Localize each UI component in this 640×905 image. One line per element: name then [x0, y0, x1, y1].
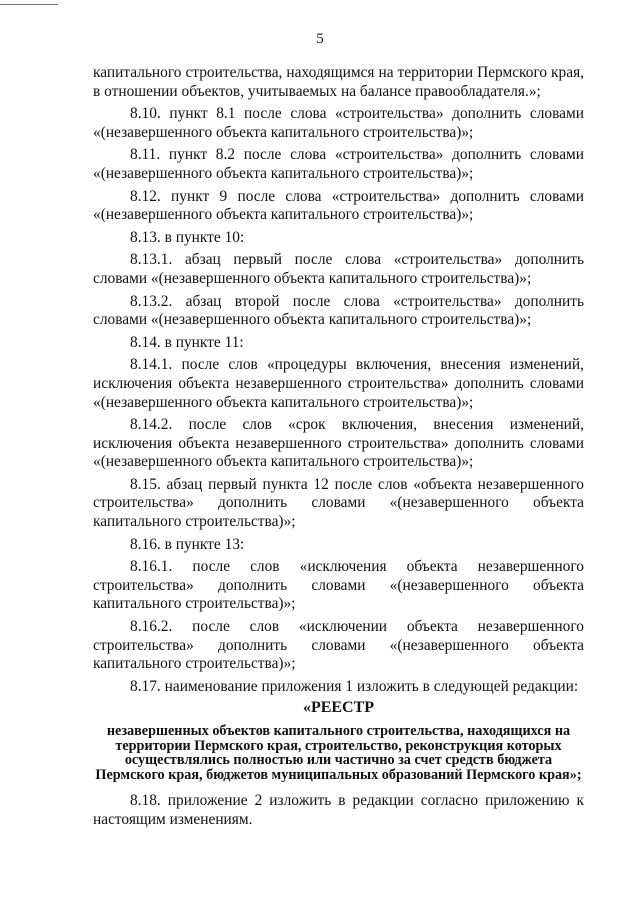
paragraph-8-13: 8.13. в пункте 10: [130, 228, 245, 246]
paragraph-8-13-1: 8.13.1. абзац первый после слова «строительства» дополнить словами «(незавершенного объекта капитального строительства)»; [93, 251, 584, 287]
document-body [93, 64, 584, 829]
paragraph-8-14: 8.14. в пункте 11: [130, 333, 244, 351]
register-title: «РЕЕСТР [302, 699, 375, 717]
paragraph-8-18: 8.18. приложение 2 изложить в редакции согласно приложению к настоящим изменениям. [93, 792, 584, 828]
scan-corner-line [0, 4, 58, 5]
register-subtitle: незавершенных объектов капитального строительства, находящихся на территории Пермского края, строительство, реконструкция которых осуществлялись полностью или частично за счет средств бюджета Пермского края, бюджетов муниципальных образований Пермского края»; [95, 723, 582, 783]
paragraph-8-13-2: 8.13.2. абзац второй после слова «строительства» дополнить словами «(незавершенного объекта капитального строительства)»; [93, 292, 584, 329]
paragraph-8-11: 8.11. пункт 8.2 после слова «строительства» дополнить словами «(незавершенного объекта капитального строительства)»; [93, 146, 584, 182]
paragraph-8-17: 8.17. наименование приложения 1 изложить в следующей редакции: [130, 677, 579, 695]
paragraph-8-10: 8.10. пункт 8.1 после слова «строительства» дополнить словами «(незавершенного объекта капитального строительства)»; [93, 105, 584, 141]
paragraph-8-15: 8.15. абзац первый пункта 12 после слов «объекта незавершенного строительства» дополнить словами «(незавершенного объекта капитального строительства)»; [93, 475, 584, 531]
paragraph-8-16: 8.16. в пункте 13: [130, 535, 245, 553]
paragraph-continuation: капитального строительства, находящимся на территории Пермского края, в отношении объектов, учитываемых на балансе правообладателя.»; [93, 64, 584, 100]
paragraph-8-16-2: 8.16.2. после слов «исключении объекта незавершенного строительства» дополнить словами «(незавершенного объекта капитального строительства)»; [93, 618, 584, 673]
paragraph-8-12: 8.12. пункт 9 после слова «строительства» дополнить словами «(незавершенного объекта капитального строительства)»; [93, 187, 584, 224]
paragraph-8-16-1: 8.16.1. после слов «исключения объекта незавершенного строительства» дополнить словами «(незавершенного объекта капитального строительства)»; [93, 558, 584, 613]
paragraph-8-14-2: 8.14.2. после слов «срок включения, внесения изменений, исключения объекта незавершенного строительства» дополнить словами «(незавершенного объекта капитального строительства)»; [93, 416, 584, 471]
paragraph-8-14-1: 8.14.1. после слов «процедуры включения, внесения изменений, исключения объекта незавершенного строительства» дополнить словами «(незавершенного объекта капитального строительства)»; [93, 356, 584, 411]
page-number: 5 [316, 31, 324, 47]
